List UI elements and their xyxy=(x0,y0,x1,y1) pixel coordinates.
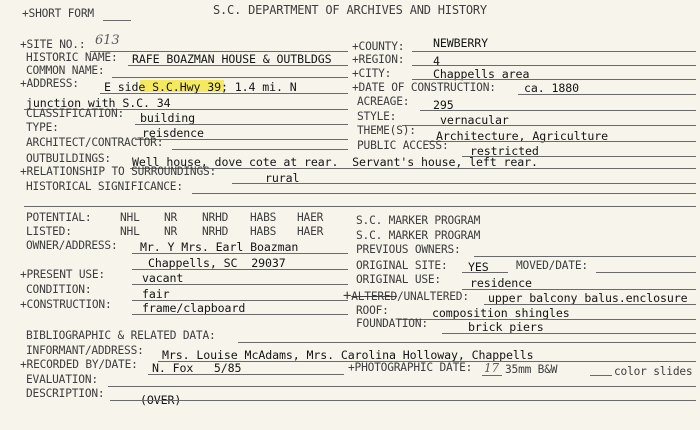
rule xyxy=(412,51,696,52)
roof-value: composition shingles xyxy=(432,306,570,320)
present-use-label: +PRESENT USE: xyxy=(20,268,105,281)
condition-label: CONDITION: xyxy=(26,283,92,296)
date-construction-value: ca. 1880 xyxy=(524,81,580,95)
rule xyxy=(100,93,348,94)
rule xyxy=(112,77,348,78)
listed-haer: HAER xyxy=(297,225,324,238)
rule xyxy=(462,289,696,290)
original-use-label: ORIGINAL USE: xyxy=(356,273,441,286)
region-value: 4 xyxy=(433,54,440,68)
rule xyxy=(24,206,696,207)
themes-label: THEME(S): xyxy=(357,124,416,137)
owner-line1: Mr. Y Mrs. Earl Boazman xyxy=(140,240,299,254)
type-label: TYPE: xyxy=(26,121,59,134)
informant-value: Mrs. Louise McAdams, Mrs. Carolina Holloway, Chappells xyxy=(162,348,534,362)
rule xyxy=(402,125,696,126)
original-use-value: residence xyxy=(470,276,532,290)
color-slides-label: color slides xyxy=(614,365,693,378)
marker-program-label-2: S.C. MARKER PROGRAM xyxy=(356,229,481,242)
marker-program-label-1: S.C. MARKER PROGRAM xyxy=(356,214,481,227)
style-value: vernacular xyxy=(440,113,509,127)
historic-name-label: HISTORIC NAME: xyxy=(26,51,118,64)
rule xyxy=(103,20,131,21)
rule xyxy=(238,342,696,343)
address-value: E side S.C.Hwy 39; 1.4 mi. N xyxy=(104,80,297,94)
rule xyxy=(442,333,696,334)
rule xyxy=(596,272,696,273)
recorded-by-value: N. Fox 5/85 xyxy=(152,361,242,375)
bibliographic-label: BIBLIOGRAPHIC & RELATED DATA: xyxy=(26,329,216,342)
significance-label: HISTORICAL SIGNIFICANCE: xyxy=(26,180,183,193)
foundation-label: FOUNDATION: xyxy=(356,317,428,330)
date-construction-label: +DATE OF CONSTRUCTION: xyxy=(352,81,496,94)
rule xyxy=(482,375,502,376)
rule xyxy=(132,284,348,285)
potential-nhl: NHL xyxy=(120,211,140,224)
listed-nrhd: NRHD xyxy=(202,225,229,238)
construction-label: +CONSTRUCTION: xyxy=(20,298,112,311)
rule xyxy=(420,110,696,111)
relationship-value: rural xyxy=(265,171,300,185)
rule xyxy=(135,139,348,140)
rule xyxy=(132,314,348,315)
public-access-label: PUBLIC ACCESS: xyxy=(357,139,449,152)
original-site-label: ORIGINAL SITE: xyxy=(356,259,448,272)
rule xyxy=(132,253,348,254)
rule xyxy=(462,156,696,157)
informant-label: INFORMANT/ADDRESS: xyxy=(26,344,144,357)
rule xyxy=(135,124,348,125)
potential-nrhd: NRHD xyxy=(202,211,229,224)
rule xyxy=(518,94,696,95)
historic-name-value: RAFE BOAZMAN HOUSE & OUTBLDGS xyxy=(132,52,332,66)
roof-label: ROOF: xyxy=(356,304,389,317)
style-label: STYLE: xyxy=(357,110,397,123)
agency-title: S.C. DEPARTMENT OF ARCHIVES AND HISTORY xyxy=(213,3,487,17)
description-value: (OVER) xyxy=(140,393,182,407)
rule xyxy=(428,141,696,142)
potential-label: POTENTIAL: xyxy=(26,211,92,224)
rule xyxy=(128,65,348,66)
potential-haer: HAER xyxy=(297,211,324,224)
themes-value: Architecture, Agriculture xyxy=(436,129,609,143)
classification-value: building xyxy=(140,111,196,125)
photo-type-label: 35mm B&W xyxy=(505,363,558,376)
construction-value: frame/clapboard xyxy=(142,301,246,315)
potential-nr: NR xyxy=(164,211,178,224)
rule xyxy=(462,272,508,273)
listed-nhl: NHL xyxy=(120,225,140,238)
listed-label: LISTED: xyxy=(26,225,72,238)
rule xyxy=(132,269,348,270)
classification-label: CLASSIFICATION: xyxy=(26,107,125,120)
outbuildings-value: Well house, dove cote at rear. Servant's house, left rear. xyxy=(132,155,538,169)
rule xyxy=(474,256,696,257)
listed-habs: HABS xyxy=(250,225,277,238)
common-name-label: COMMON NAME: xyxy=(26,64,105,77)
recorded-by-label: +RECORDED BY/DATE: xyxy=(20,358,138,371)
address-line2: junction with S.C. 34 xyxy=(26,96,171,110)
site-no-value: 613 xyxy=(95,33,120,48)
relationship-label: +RELATIONSHIP TO SURROUNDINGS: xyxy=(20,165,217,178)
public-access-value: restricted xyxy=(470,144,539,158)
city-value: Chappells area xyxy=(433,67,530,81)
rule xyxy=(484,304,696,305)
original-site-value: YES xyxy=(468,260,489,274)
present-use-value: vacant xyxy=(142,271,184,285)
county-value: NEWBERRY xyxy=(433,36,489,50)
rule xyxy=(232,183,696,184)
site-no-label: +SITE NO.: xyxy=(20,38,86,51)
rule xyxy=(412,65,696,66)
evaluation-label: EVALUATION: xyxy=(26,373,98,386)
region-label: +REGION: xyxy=(352,53,405,66)
altered-label: +ALTERED/UNALTERED: xyxy=(343,288,469,304)
moved-date-label: MOVED/DATE: xyxy=(516,259,588,272)
architect-label: ARCHITECT/CONTRACTOR: xyxy=(26,136,164,149)
previous-owners-label: PREVIOUS OWNERS: xyxy=(356,243,461,256)
type-value: reisdence xyxy=(142,126,204,140)
county-label: +COUNTY: xyxy=(352,40,405,53)
rule xyxy=(590,375,612,376)
rule xyxy=(412,79,696,80)
photographic-label: +PHOTOGRAPHIC DATE: xyxy=(348,361,473,374)
rule xyxy=(108,386,696,387)
potential-habs: HABS xyxy=(250,211,277,224)
altered-value: upper balcony balus.enclosure xyxy=(488,291,688,305)
rule xyxy=(192,193,696,194)
acreage-value: 295 xyxy=(433,98,454,112)
short-form-label: +SHORT FORM xyxy=(22,7,94,20)
description-label: DESCRIPTION: xyxy=(26,387,105,400)
city-label: +CITY: xyxy=(352,67,392,80)
owner-address-label: OWNER/ADDRESS: xyxy=(26,239,118,252)
rule xyxy=(398,319,696,320)
rule xyxy=(110,400,696,401)
condition-value: fair xyxy=(142,287,170,301)
photo-count-value: 17 xyxy=(484,361,500,375)
owner-line2: Chappells, SC 29037 xyxy=(148,256,286,270)
rule xyxy=(148,374,344,375)
rule xyxy=(172,149,348,150)
listed-nr: NR xyxy=(164,225,178,238)
address-label: +ADDRESS: xyxy=(20,77,79,90)
acreage-label: ACREAGE: xyxy=(357,95,410,108)
outbuildings-label: OUTBUILDINGS: xyxy=(26,152,111,165)
foundation-value: brick piers xyxy=(468,320,544,334)
